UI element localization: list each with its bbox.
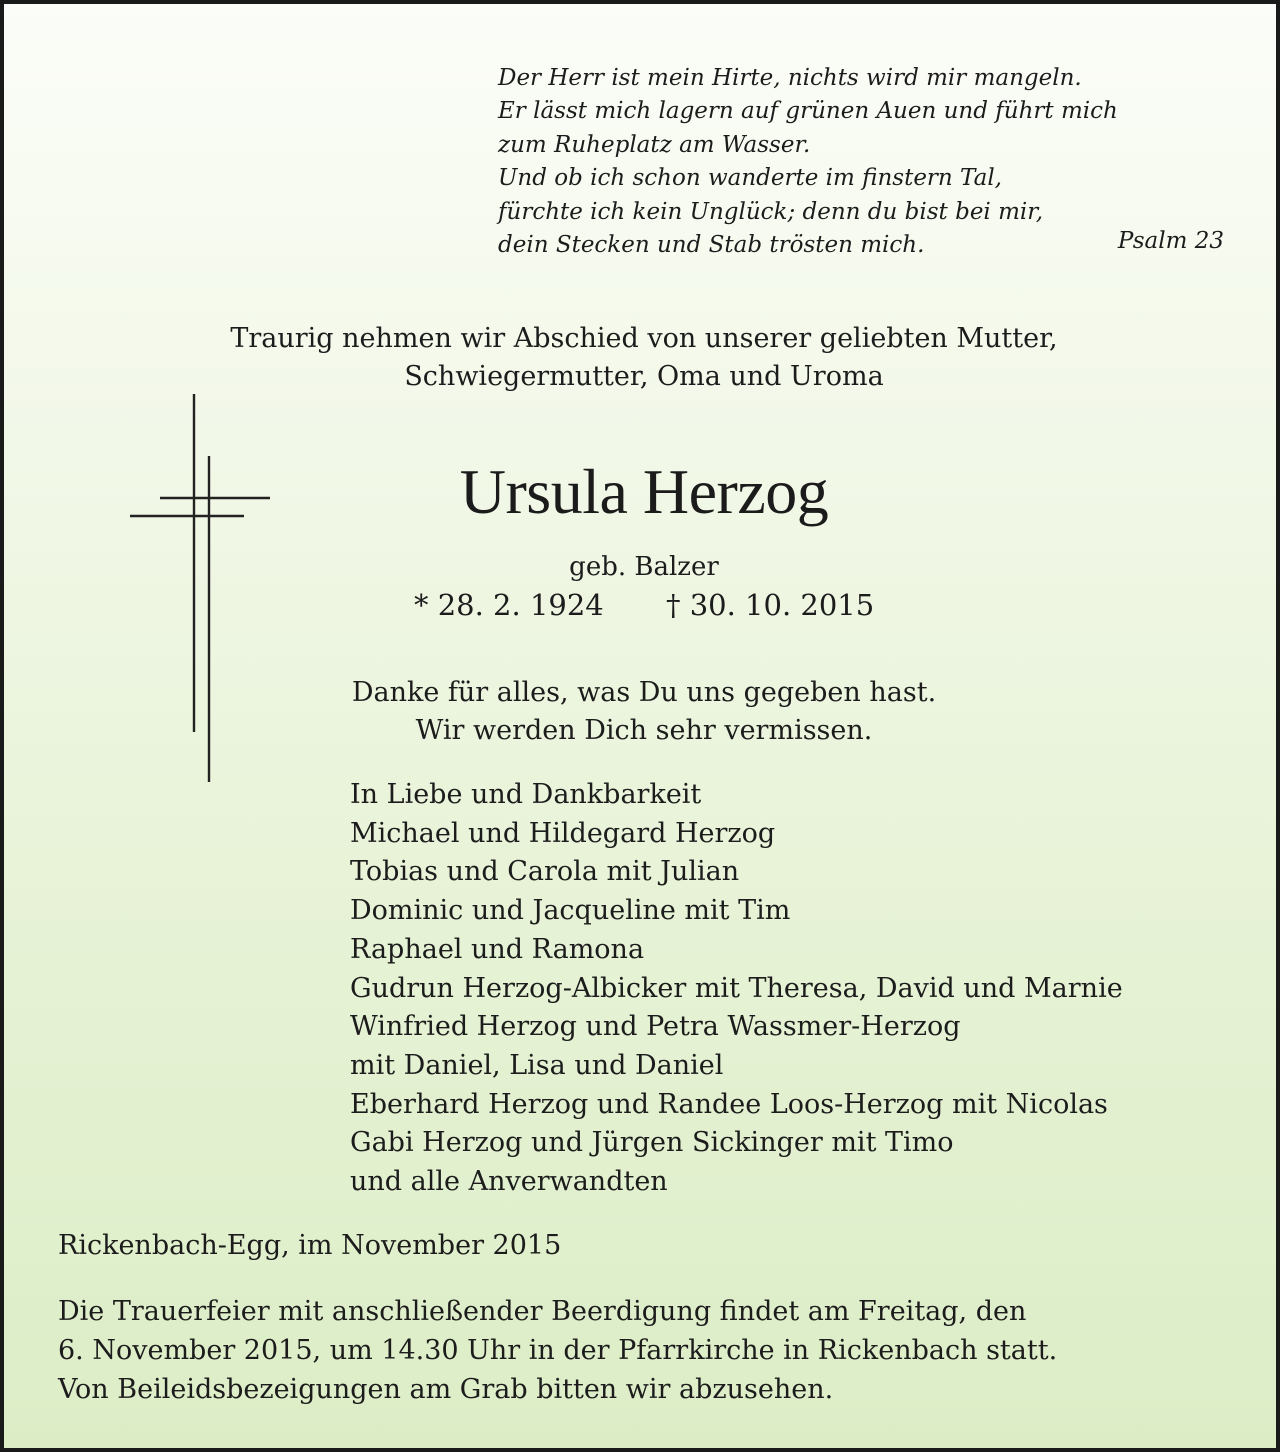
intro-line: Schwiegermutter, Oma und Uroma [404, 361, 884, 392]
mourners-line: Dominic und Jacqueline mit Tim [350, 895, 791, 927]
notice-line: 6. November 2015, um 14.30 Uhr in der Pfarrkirche in Rickenbach statt. [58, 1335, 1058, 1366]
notice-line: Die Trauerfeier mit anschließender Beerdigung findet am Freitag, den [58, 1296, 1027, 1327]
mourners-list [350, 776, 1123, 1202]
mourners-line: Gabi Herzog und Jürgen Sickinger mit Timo [350, 1127, 954, 1159]
mourners-line: und alle Anverwandten [350, 1166, 668, 1198]
psalm-line: fürchte ich kein Unglück; denn du bist bei mir, [498, 198, 1044, 225]
psalm-line: Und ob ich schon wanderte im finstern Tal, [498, 165, 1002, 192]
thanks-line: Danke für alles, was Du uns gegeben hast. [351, 677, 937, 708]
mourners-line: mit Daniel, Lisa und Daniel [350, 1049, 724, 1081]
psalm-line: Er lässt mich lagern auf grünen Auen und führt mich [498, 98, 1118, 125]
mourners-line: Michael und Hildegard Herzog [350, 817, 776, 849]
mourners-line: Winfried Herzog und Petra Wassmer-Herzog [350, 1011, 961, 1043]
mourners-line: Raphael und Ramona [350, 933, 645, 965]
deceased-name: Ursula Herzog [459, 456, 829, 527]
thanks-text [4, 674, 1280, 750]
birth-name: geb. Balzer [569, 552, 719, 582]
thanks-line: Wir werden Dich sehr vermissen. [415, 715, 873, 746]
psalm-line: zum Ruheplatz am Wasser. [498, 131, 811, 158]
intro-text [4, 320, 1280, 396]
psalm-reference: Psalm 23 [1117, 228, 1224, 254]
notice-line: Von Beileidsbezeigungen am Grab bitten wir abzusehen. [58, 1374, 834, 1405]
birth-date: * 28. 2. 1924 [414, 588, 604, 622]
mourners-line: Gudrun Herzog-Albicker mit Theresa, David und Marnie [350, 972, 1123, 1004]
psalm-line: dein Stecken und Stab trösten mich. [498, 232, 925, 259]
intro-line: Traurig nehmen wir Abschied von unserer geliebten Mutter, [230, 323, 1058, 354]
psalm-line: Der Herr ist mein Hirte, nichts wird mir mangeln. [498, 65, 1082, 91]
funeral-notice [58, 1292, 1057, 1409]
mourners-line: In Liebe und Dankbarkeit [350, 779, 702, 810]
death-date: † 30. 10. 2015 [666, 588, 875, 622]
mourners-line: Eberhard Herzog und Randee Loos-Herzog mit Nicolas [350, 1088, 1108, 1120]
place-date: Rickenbach-Egg, im November 2015 [58, 1230, 562, 1261]
mourners-line: Tobias und Carola mit Julian [350, 856, 740, 888]
